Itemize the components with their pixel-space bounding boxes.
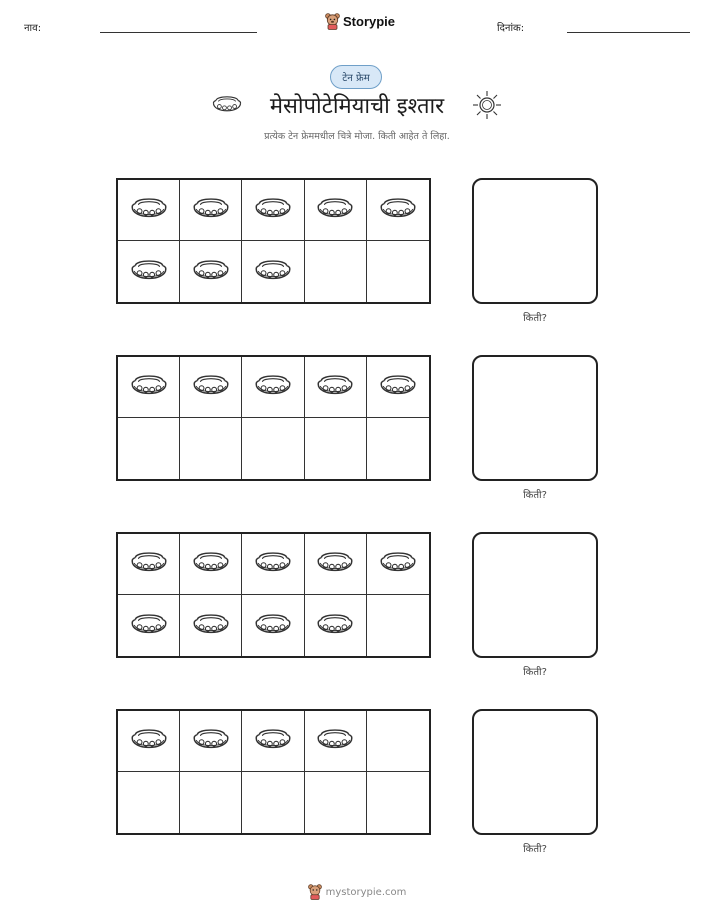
ten-frame-cell xyxy=(118,772,180,833)
ten-frame-cell xyxy=(180,418,242,479)
name-field-line[interactable] xyxy=(100,32,257,33)
ring-icon xyxy=(377,371,419,403)
ten-frame-cell xyxy=(305,595,367,656)
answer-box[interactable] xyxy=(472,178,598,304)
ring-icon xyxy=(128,548,170,580)
ring-icon xyxy=(190,371,232,403)
answer-box[interactable] xyxy=(472,709,598,835)
bear-mascot-icon xyxy=(325,13,340,30)
ten-frame-cell xyxy=(180,357,242,418)
ten-frame-cell xyxy=(242,241,304,302)
footer xyxy=(0,884,714,900)
ten-frame-cell xyxy=(305,241,367,302)
ten-frame-cell xyxy=(180,711,242,772)
worksheet-title: मेसोपोटेमियाची इश्तार xyxy=(269,94,445,119)
instructions: प्रत्येक टेन फ्रेममधील चित्रे मोजा. किती आहेत ते लिहा. xyxy=(264,131,450,142)
date-label: दिनांक: xyxy=(497,23,525,34)
ten-frame-cell xyxy=(305,534,367,595)
ring-icon xyxy=(314,548,356,580)
ten-frame-cell xyxy=(305,711,367,772)
ten-frame-cell xyxy=(118,357,180,418)
ring-icon xyxy=(314,725,356,757)
ten-frame-cell xyxy=(367,241,429,302)
sun-icon xyxy=(472,90,502,124)
ring-icon xyxy=(128,371,170,403)
ring-icon xyxy=(252,610,294,642)
ten-frame-cell xyxy=(305,357,367,418)
ten-frame-cell xyxy=(367,357,429,418)
ten-frame-cell xyxy=(180,534,242,595)
count-prompt: किती? xyxy=(523,667,547,678)
ring-icon xyxy=(190,548,232,580)
count-prompt: किती? xyxy=(523,490,547,501)
ten-frame-cell xyxy=(367,711,429,772)
storypie-logo xyxy=(325,13,395,30)
ten-frame-cell xyxy=(180,595,242,656)
ten-frame-cell xyxy=(367,595,429,656)
count-prompt: किती? xyxy=(523,313,547,324)
ring-icon xyxy=(190,256,232,288)
ten-frame-cell xyxy=(305,772,367,833)
bear-mascot-icon xyxy=(308,884,322,900)
ten-frame-cell xyxy=(118,595,180,656)
ten-frame-cell xyxy=(242,418,304,479)
ten-frame-cell xyxy=(242,180,304,241)
ten-frame-cell xyxy=(118,241,180,302)
brand-name: Storypie xyxy=(343,14,396,29)
ten-frame-cell xyxy=(367,418,429,479)
ring-icon xyxy=(377,194,419,226)
ten-frame-cell xyxy=(242,534,304,595)
ring-icon xyxy=(128,610,170,642)
ten-frame-cell xyxy=(367,534,429,595)
ring-icon xyxy=(252,256,294,288)
ring-icon xyxy=(252,194,294,226)
name-label: नाव: xyxy=(24,23,42,34)
answer-box[interactable] xyxy=(472,532,598,658)
ring-icon xyxy=(314,371,356,403)
ten-frame-cell xyxy=(118,711,180,772)
ring-icon xyxy=(377,548,419,580)
ring-icon xyxy=(190,194,232,226)
ring-icon xyxy=(128,725,170,757)
ring-icon xyxy=(128,194,170,226)
ten-frame-cell xyxy=(242,711,304,772)
ten-frame xyxy=(116,178,431,304)
ten-frame-cell xyxy=(118,418,180,479)
ring-icon xyxy=(190,725,232,757)
ten-frame-cell xyxy=(305,180,367,241)
ring-icon xyxy=(128,256,170,288)
ten-frame-cell xyxy=(180,772,242,833)
ten-frame xyxy=(116,532,431,658)
ten-frame-cell xyxy=(242,357,304,418)
ten-frame-cell xyxy=(367,772,429,833)
ring-icon xyxy=(190,610,232,642)
ten-frame-cell xyxy=(118,180,180,241)
ring-icon xyxy=(252,371,294,403)
ring-icon xyxy=(314,610,356,642)
ten-frame-cell xyxy=(242,772,304,833)
ten-frame-cell xyxy=(118,534,180,595)
ten-frame-cell xyxy=(305,418,367,479)
answer-box[interactable] xyxy=(472,355,598,481)
ten-frame xyxy=(116,709,431,835)
ring-icon xyxy=(314,194,356,226)
ten-frame-badge: टेन फ्रेम xyxy=(330,65,382,89)
ten-frame-cell xyxy=(180,241,242,302)
ten-frame-cell xyxy=(180,180,242,241)
ten-frame xyxy=(116,355,431,481)
date-field-line[interactable] xyxy=(567,32,690,33)
footer-site: mystorypie.com xyxy=(325,886,407,898)
ring-icon xyxy=(252,548,294,580)
count-prompt: किती? xyxy=(523,844,547,855)
ring-icon xyxy=(252,725,294,757)
ten-frame-cell xyxy=(367,180,429,241)
ten-frame-cell xyxy=(242,595,304,656)
